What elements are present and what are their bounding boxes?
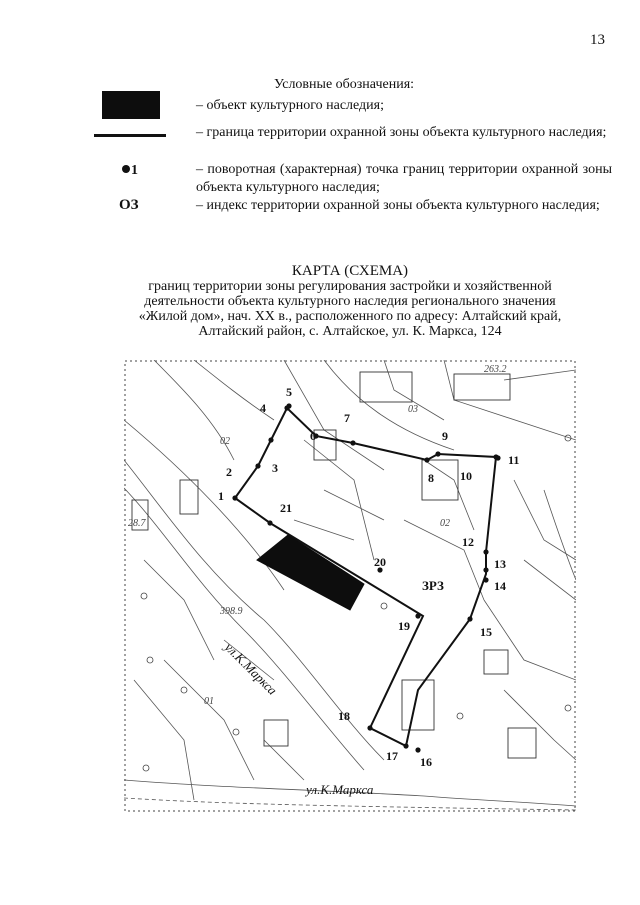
turning-point-label-6: 6 xyxy=(310,429,316,443)
street-label: ул.К.Маркса xyxy=(221,639,281,698)
legend-text: – поворотная (характерная) точка границ территории охранной зоны объекта культурного наследия; xyxy=(196,162,612,195)
street-label: ул.К.Маркса xyxy=(306,782,374,797)
turning-point-5 xyxy=(286,403,291,408)
page-number: 13 xyxy=(590,32,605,48)
legend-title: Условные обозначения: xyxy=(274,77,415,92)
dot-icon xyxy=(122,165,130,173)
turning-point-label-12: 12 xyxy=(462,535,474,549)
zone-index-symbol: ОЗ xyxy=(119,197,139,213)
turning-point-1 xyxy=(232,495,237,500)
parcel-label: 02 xyxy=(440,518,450,529)
turning-point-label-14: 14 xyxy=(494,579,506,593)
turning-point-label-17: 17 xyxy=(386,749,398,763)
turning-point-7 xyxy=(350,440,355,445)
parcel-label: 02 xyxy=(220,436,230,447)
turning-point-label-8: 8 xyxy=(428,471,434,485)
turning-point-label-18: 18 xyxy=(338,709,350,723)
turning-point-2 xyxy=(255,463,260,468)
map-canvas xyxy=(124,360,576,812)
turning-point-13 xyxy=(483,567,488,572)
turning-point-18 xyxy=(367,725,372,730)
turning-point-label-13: 13 xyxy=(494,557,506,571)
legend-text: – граница территории охранной зоны объекта культурного наследия; xyxy=(196,125,607,140)
turning-point-8 xyxy=(424,457,429,462)
turning-point-label-9: 9 xyxy=(442,429,448,443)
map-title: КАРТА (СХЕМА) xyxy=(291,263,409,279)
boundary-line-symbol xyxy=(94,134,166,137)
turning-point-15 xyxy=(467,616,472,621)
turning-point-12 xyxy=(483,549,488,554)
turning-point-label-5: 5 xyxy=(286,385,292,399)
turning-point-11 xyxy=(495,455,500,460)
map-subtitle-line: Алтайский район, с. Алтайское, ул. К. Маркса, 124 xyxy=(198,324,502,339)
parcel-label: 03 xyxy=(408,404,418,415)
parcel-label: 28.7 xyxy=(128,518,146,529)
turning-point-label-1: 1 xyxy=(218,489,224,503)
turning-point-label-10: 10 xyxy=(460,469,472,483)
zone-label: ЗРЗ xyxy=(422,578,444,593)
turning-point-9 xyxy=(435,451,440,456)
turning-point-symbol-label: 1 xyxy=(131,163,138,178)
turning-point-label-21: 21 xyxy=(280,501,292,515)
parcel-label: 398.9 xyxy=(220,606,243,617)
parcel-label: 01 xyxy=(204,696,214,707)
map-title-block xyxy=(110,264,590,339)
turning-point-label-7: 7 xyxy=(344,411,350,425)
turning-point-19 xyxy=(415,613,420,618)
map-subtitle-line: «Жилой дом», нач. XX в., расположенного по адресу: Алтайский край, xyxy=(138,309,562,324)
turning-point-17 xyxy=(403,743,408,748)
turning-point-label-16: 16 xyxy=(420,755,432,769)
legend-text: – объект культурного наследия; xyxy=(196,98,384,113)
turning-point-label-11: 11 xyxy=(508,453,520,467)
cadastral-map xyxy=(124,360,576,812)
map-subtitle-line: деятельности объекта культурного наследия регионального значения xyxy=(144,294,556,309)
turning-point-label-3: 3 xyxy=(272,461,278,475)
legend-text: – индекс территории охранной зоны объекта культурного наследия; xyxy=(196,198,600,213)
turning-point-label-2: 2 xyxy=(226,465,232,479)
turning-point-14 xyxy=(483,577,488,582)
turning-point-21 xyxy=(267,520,272,525)
turning-point-label-4: 4 xyxy=(260,401,266,415)
turning-point-label-19: 19 xyxy=(398,619,410,633)
turning-point-3 xyxy=(268,437,273,442)
turning-point-16 xyxy=(415,747,420,752)
turning-point-symbol xyxy=(122,163,138,179)
turning-point-label-20: 20 xyxy=(374,555,386,569)
map-subtitle-line: границ территории зоны регулирования застройки и хозяйственной xyxy=(148,279,552,294)
turning-point-label-15: 15 xyxy=(480,625,492,639)
heritage-object-symbol xyxy=(102,91,160,119)
parcel-label: 263.2 xyxy=(484,364,507,375)
